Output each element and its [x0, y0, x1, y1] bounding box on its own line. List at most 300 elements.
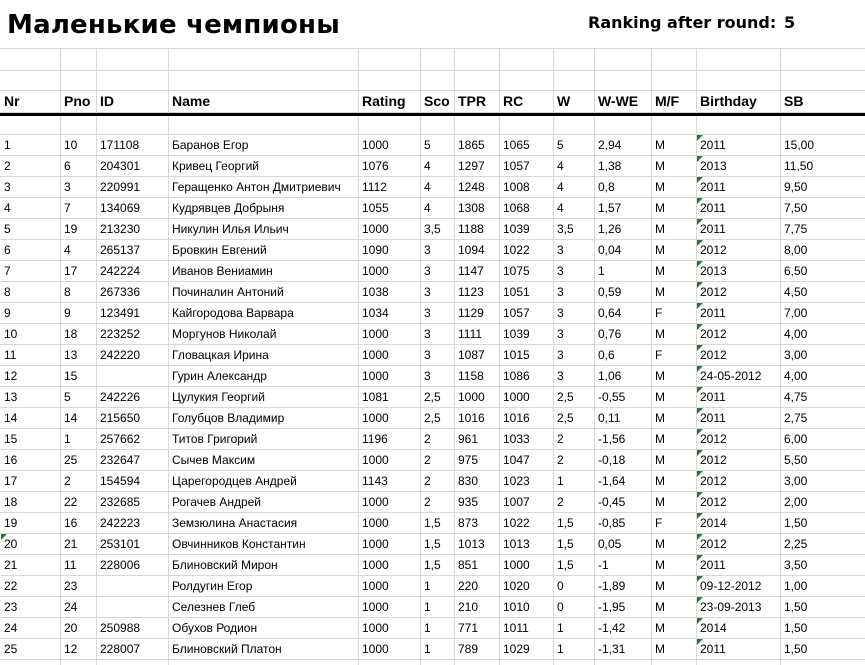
cell-birthday[interactable]: 2012: [700, 474, 727, 488]
cell-nr[interactable]: 11: [4, 348, 17, 362]
cell-w-we[interactable]: 2,94: [598, 138, 622, 152]
cell-gender[interactable]: M: [655, 411, 665, 425]
cell-gender[interactable]: M: [655, 243, 665, 257]
cell-score[interactable]: 3: [424, 369, 431, 383]
cell-tpr[interactable]: 851: [458, 558, 479, 572]
cell-rc[interactable]: 1008: [503, 180, 530, 194]
cell-rating[interactable]: 1055: [362, 201, 389, 215]
cell-rating[interactable]: 1143: [362, 474, 388, 488]
cell-pno[interactable]: 20: [64, 621, 78, 635]
cell-pno[interactable]: 23: [64, 579, 78, 593]
cell-gender[interactable]: M: [655, 138, 665, 152]
cell-pno[interactable]: 2: [64, 474, 71, 488]
cell-name[interactable]: Геращенко Антон Дмитриевич: [172, 180, 341, 194]
cell-nr[interactable]: 24: [4, 621, 18, 635]
cell-rc[interactable]: 1065: [503, 138, 530, 152]
cell-w[interactable]: 2,5: [557, 390, 574, 404]
cell-gender[interactable]: M: [655, 579, 665, 593]
cell-name[interactable]: Кайгородова Варвара: [172, 306, 294, 320]
cell-rc[interactable]: 1086: [503, 369, 530, 383]
cell-w[interactable]: 1: [557, 642, 564, 656]
cell-rc[interactable]: 1057: [503, 159, 530, 173]
cell-pno[interactable]: 16: [64, 516, 78, 530]
cell-rc[interactable]: 1047: [503, 453, 530, 467]
cell-id[interactable]: 171108: [100, 138, 140, 152]
cell-gender[interactable]: M: [655, 201, 665, 215]
cell-sb[interactable]: 4,00: [784, 327, 808, 341]
cell-birthday[interactable]: 2013: [700, 159, 727, 173]
cell-rating[interactable]: 1000: [362, 642, 389, 656]
cell-w-we[interactable]: -0,18: [598, 453, 626, 467]
cell-rating[interactable]: 1000: [362, 138, 389, 152]
cell-sb[interactable]: 7,50: [784, 201, 808, 215]
cell-birthday[interactable]: 2012: [700, 285, 727, 299]
cell-w[interactable]: 3,5: [557, 222, 574, 236]
cell-id[interactable]: 220991: [100, 180, 141, 194]
cell-gender[interactable]: M: [655, 390, 665, 404]
cell-score[interactable]: 2,5: [424, 411, 441, 425]
cell-tpr[interactable]: 1248: [458, 180, 485, 194]
cell-pno[interactable]: 17: [64, 264, 78, 278]
cell-gender[interactable]: M: [655, 558, 665, 572]
cell-name[interactable]: Селезнев Глеб: [172, 600, 256, 614]
cell-rc[interactable]: 1039: [503, 327, 530, 341]
cell-name[interactable]: Бровкин Евгений: [172, 243, 267, 257]
cell-pno[interactable]: 6: [64, 159, 71, 173]
cell-gender[interactable]: M: [655, 432, 665, 446]
cell-birthday[interactable]: 2011: [700, 642, 726, 656]
cell-name[interactable]: Гурин Александр: [172, 369, 267, 383]
cell-w-we[interactable]: -1,31: [598, 642, 626, 656]
cell-w-we[interactable]: -1: [598, 558, 609, 572]
cell-pno[interactable]: 8: [64, 285, 71, 299]
cell-id[interactable]: [96, 576, 168, 597]
cell-nr[interactable]: 23: [4, 600, 18, 614]
cell-rc[interactable]: 1068: [503, 201, 530, 215]
cell-rating[interactable]: 1081: [362, 390, 389, 404]
cell-w-we[interactable]: 0,59: [598, 285, 622, 299]
cell-tpr[interactable]: 1865: [458, 138, 485, 152]
cell-rating[interactable]: 1000: [362, 537, 389, 551]
cell-rating[interactable]: 1000: [362, 369, 389, 383]
cell-name[interactable]: Голубцов Владимир: [172, 411, 285, 425]
cell-birthday[interactable]: 2012: [700, 495, 727, 509]
cell-gender[interactable]: M: [655, 180, 665, 194]
cell-tpr[interactable]: 1297: [458, 159, 485, 173]
cell-rc[interactable]: 1023: [503, 474, 530, 488]
cell-nr[interactable]: 12: [4, 369, 18, 383]
cell-rating[interactable]: 1000: [362, 222, 389, 236]
cell-birthday[interactable]: 2012: [700, 432, 727, 446]
cell-nr[interactable]: 20: [4, 537, 18, 551]
cell-gender[interactable]: M: [655, 621, 665, 635]
cell-nr[interactable]: 1: [4, 138, 11, 152]
cell-nr[interactable]: 3: [4, 180, 11, 194]
cell-pno[interactable]: 5: [64, 390, 71, 404]
cell-name[interactable]: Никулин Илья Ильич: [172, 222, 289, 236]
cell-rc[interactable]: 1057: [503, 306, 530, 320]
cell-score[interactable]: 4: [424, 180, 431, 194]
cell-w-we[interactable]: 1,26: [598, 222, 622, 236]
cell-w-we[interactable]: -0,85: [598, 516, 626, 530]
cell-rc[interactable]: 1033: [503, 432, 530, 446]
cell-w[interactable]: 2,5: [557, 411, 574, 425]
cell-nr[interactable]: 4: [4, 201, 11, 215]
cell-w-we[interactable]: 1,38: [598, 159, 622, 173]
cell-score[interactable]: 3: [424, 306, 431, 320]
cell-rating[interactable]: 1000: [362, 327, 389, 341]
cell-sb[interactable]: 15,00: [784, 138, 815, 152]
cell-tpr[interactable]: 210: [458, 600, 479, 614]
cell-pno[interactable]: 11: [64, 558, 77, 572]
cell-rc[interactable]: 1013: [503, 537, 530, 551]
cell-birthday[interactable]: 2013: [700, 264, 727, 278]
cell-id[interactable]: [96, 366, 168, 387]
cell-birthday[interactable]: 2011: [700, 390, 726, 404]
cell-pno[interactable]: 22: [64, 495, 78, 509]
cell-gender[interactable]: M: [655, 264, 665, 278]
cell-rating[interactable]: 1000: [362, 516, 389, 530]
cell-id[interactable]: 204301: [100, 159, 141, 173]
cell-birthday[interactable]: 2012: [700, 243, 727, 257]
cell-rc[interactable]: 1016: [503, 411, 530, 425]
cell-gender[interactable]: M: [655, 474, 665, 488]
cell-sb[interactable]: 1,50: [784, 642, 808, 656]
cell-tpr[interactable]: 1123: [458, 285, 484, 299]
cell-pno[interactable]: 10: [64, 138, 78, 152]
cell-nr[interactable]: 9: [4, 306, 11, 320]
cell-pno[interactable]: 13: [64, 348, 78, 362]
cell-gender[interactable]: M: [655, 453, 665, 467]
cell-sb[interactable]: 1,50: [784, 621, 808, 635]
cell-pno[interactable]: 15: [64, 369, 78, 383]
cell-rating[interactable]: 1000: [362, 621, 389, 635]
cell-id[interactable]: 242223: [100, 516, 141, 530]
cell-w[interactable]: 0: [557, 579, 564, 593]
cell-tpr[interactable]: 789: [458, 642, 479, 656]
cell-pno[interactable]: 12: [64, 642, 78, 656]
cell-score[interactable]: 3: [424, 327, 431, 341]
cell-birthday[interactable]: 2011: [700, 222, 726, 236]
cell-rc[interactable]: 1007: [503, 495, 530, 509]
cell-gender[interactable]: F: [655, 306, 663, 320]
cell-gender[interactable]: M: [655, 600, 665, 614]
cell-sb[interactable]: 6,00: [784, 432, 808, 446]
cell-birthday[interactable]: 2011: [700, 411, 726, 425]
cell-tpr[interactable]: 1158: [458, 369, 484, 383]
cell-birthday[interactable]: 2012: [700, 453, 727, 467]
cell-birthday[interactable]: 2011: [700, 558, 726, 572]
cell-w-we[interactable]: 1,06: [598, 369, 622, 383]
cell-rc[interactable]: 1029: [503, 642, 530, 656]
cell-score[interactable]: 1,5: [424, 558, 441, 572]
cell-score[interactable]: 1: [424, 621, 431, 635]
cell-rating[interactable]: 1000: [362, 264, 389, 278]
cell-nr[interactable]: 19: [4, 516, 18, 530]
cell-sb[interactable]: 11,50: [784, 159, 814, 173]
cell-rc[interactable]: 1020: [503, 579, 530, 593]
cell-name[interactable]: Цулукия Георгий: [172, 390, 265, 404]
cell-score[interactable]: 4: [424, 201, 431, 215]
cell-sb[interactable]: 1,50: [784, 516, 808, 530]
cell-score[interactable]: 3: [424, 243, 431, 257]
cell-birthday[interactable]: 09-12-2012: [700, 579, 762, 593]
cell-sb[interactable]: 1,00: [784, 579, 808, 593]
cell-tpr[interactable]: 1000: [458, 390, 485, 404]
cell-nr[interactable]: 16: [4, 453, 18, 467]
cell-rc[interactable]: 1039: [503, 222, 530, 236]
cell-nr[interactable]: 2: [4, 159, 11, 173]
cell-rc[interactable]: 1000: [503, 390, 530, 404]
cell-pno[interactable]: 3: [64, 180, 71, 194]
cell-id[interactable]: 250988: [100, 621, 141, 635]
cell-w[interactable]: 4: [557, 201, 564, 215]
cell-birthday[interactable]: 2014: [700, 621, 727, 635]
cell-name[interactable]: Гловацкая Ирина: [172, 348, 269, 362]
cell-id[interactable]: 242220: [100, 348, 141, 362]
cell-rating[interactable]: 1000: [362, 579, 389, 593]
cell-birthday[interactable]: 2014: [700, 516, 727, 530]
cell-id[interactable]: 253101: [100, 537, 141, 551]
cell-tpr[interactable]: 1111: [458, 327, 483, 341]
cell-id[interactable]: 232685: [100, 495, 141, 509]
cell-sb[interactable]: 2,00: [784, 495, 808, 509]
cell-rating[interactable]: 1000: [362, 495, 389, 509]
cell-id[interactable]: 228006: [100, 558, 141, 572]
cell-name[interactable]: Обухов Родион: [172, 621, 258, 635]
cell-name[interactable]: Кривец Георгий: [172, 159, 259, 173]
cell-rating[interactable]: 1000: [362, 558, 389, 572]
cell-tpr[interactable]: 935: [458, 495, 479, 509]
cell-name[interactable]: Рогачев Андрей: [172, 495, 261, 509]
cell-w-we[interactable]: 0,8: [598, 180, 615, 194]
cell-w-we[interactable]: 0,05: [598, 537, 622, 551]
cell-rc[interactable]: 1011: [503, 621, 529, 635]
cell-tpr[interactable]: 1087: [458, 348, 485, 362]
cell-gender[interactable]: F: [655, 348, 663, 362]
cell-rating[interactable]: 1196: [362, 432, 388, 446]
cell-sb[interactable]: 1,50: [784, 600, 808, 614]
cell-w[interactable]: 1: [557, 621, 564, 635]
cell-pno[interactable]: 25: [64, 453, 78, 467]
cell-rating[interactable]: 1000: [362, 411, 389, 425]
cell-tpr[interactable]: 830: [458, 474, 479, 488]
cell-birthday[interactable]: 2012: [700, 537, 727, 551]
cell-nr[interactable]: 17: [4, 474, 18, 488]
cell-name[interactable]: Сычев Максим: [172, 453, 256, 467]
cell-w[interactable]: 2: [557, 453, 564, 467]
cell-w[interactable]: 1,5: [557, 537, 574, 551]
cell-w[interactable]: 3: [557, 306, 564, 320]
cell-id[interactable]: 242226: [100, 390, 141, 404]
cell-score[interactable]: 2: [424, 495, 431, 509]
cell-w-we[interactable]: 1,57: [598, 201, 622, 215]
cell-score[interactable]: 1: [424, 600, 431, 614]
cell-w[interactable]: 2: [557, 432, 564, 446]
cell-w[interactable]: 3: [557, 264, 564, 278]
cell-birthday[interactable]: 24-05-2012: [700, 369, 762, 383]
cell-score[interactable]: 1,5: [424, 537, 441, 551]
cell-score[interactable]: 4: [424, 159, 431, 173]
cell-score[interactable]: 3: [424, 348, 431, 362]
cell-score[interactable]: 1: [424, 579, 431, 593]
cell-rating[interactable]: 1038: [362, 285, 389, 299]
cell-name[interactable]: Иванов Вениамин: [172, 264, 273, 278]
cell-w-we[interactable]: 0,04: [598, 243, 622, 257]
cell-gender[interactable]: M: [655, 285, 665, 299]
cell-rc[interactable]: 1010: [503, 600, 530, 614]
cell-score[interactable]: 2: [424, 453, 431, 467]
cell-gender[interactable]: M: [655, 327, 665, 341]
cell-w[interactable]: 3: [557, 348, 564, 362]
cell-gender[interactable]: M: [655, 369, 665, 383]
cell-name[interactable]: Титов Григорий: [172, 432, 258, 446]
cell-sb[interactable]: 4,50: [784, 285, 808, 299]
cell-gender[interactable]: M: [655, 642, 665, 656]
cell-nr[interactable]: 13: [4, 390, 18, 404]
cell-rating[interactable]: 1112: [362, 180, 387, 194]
cell-birthday[interactable]: 23-09-2013: [700, 600, 762, 614]
cell-id[interactable]: 223252: [100, 327, 141, 341]
cell-name[interactable]: Земзюлина Анастасия: [172, 516, 298, 530]
cell-tpr[interactable]: 961: [458, 432, 479, 446]
cell-tpr[interactable]: 1129: [458, 306, 484, 320]
cell-w-we[interactable]: -0,55: [598, 390, 626, 404]
cell-nr[interactable]: 6: [4, 243, 11, 257]
cell-rc[interactable]: 1022: [503, 516, 530, 530]
cell-rc[interactable]: 1075: [503, 264, 530, 278]
cell-score[interactable]: 3: [424, 285, 431, 299]
cell-name[interactable]: Моргунов Николай: [172, 327, 277, 341]
cell-w-we[interactable]: 0,64: [598, 306, 622, 320]
cell-birthday[interactable]: 2011: [700, 306, 726, 320]
cell-w-we[interactable]: -1,95: [598, 600, 626, 614]
cell-name[interactable]: Починалин Антоний: [172, 285, 284, 299]
cell-sb[interactable]: 3,50: [784, 558, 808, 572]
cell-name[interactable]: Кудрявцев Добрыня: [172, 201, 285, 215]
cell-tpr[interactable]: 873: [458, 516, 479, 530]
cell-name[interactable]: Ролдугин Егор: [172, 579, 253, 593]
cell-nr[interactable]: 22: [4, 579, 18, 593]
cell-gender[interactable]: M: [655, 222, 665, 236]
cell-id[interactable]: 134069: [100, 201, 141, 215]
cell-nr[interactable]: 15: [4, 432, 18, 446]
cell-rating[interactable]: 1076: [362, 159, 389, 173]
cell-sb[interactable]: 8,00: [784, 243, 808, 257]
cell-rating[interactable]: 1000: [362, 600, 389, 614]
cell-tpr[interactable]: 1308: [458, 201, 485, 215]
cell-w[interactable]: 2: [557, 495, 564, 509]
cell-w[interactable]: 4: [557, 180, 564, 194]
cell-score[interactable]: 2: [424, 474, 431, 488]
cell-gender[interactable]: M: [655, 537, 665, 551]
cell-score[interactable]: 1: [424, 642, 431, 656]
cell-w-we[interactable]: 0,6: [598, 348, 615, 362]
cell-nr[interactable]: 21: [4, 558, 18, 572]
cell-pno[interactable]: 14: [64, 411, 78, 425]
cell-w[interactable]: 3: [557, 243, 564, 257]
cell-name[interactable]: Царегородцев Андрей: [172, 474, 297, 488]
cell-sb[interactable]: 6,50: [784, 264, 808, 278]
cell-birthday[interactable]: 2011: [700, 180, 726, 194]
cell-sb[interactable]: 2,75: [784, 411, 808, 425]
cell-nr[interactable]: 8: [4, 285, 11, 299]
cell-w[interactable]: 1,5: [557, 516, 574, 530]
cell-pno[interactable]: 21: [64, 537, 78, 551]
cell-id[interactable]: 228007: [100, 642, 141, 656]
cell-w-we[interactable]: 0,76: [598, 327, 622, 341]
cell-w-we[interactable]: -1,56: [598, 432, 626, 446]
cell-sb[interactable]: 3,00: [784, 348, 808, 362]
cell-sb[interactable]: 4,75: [784, 390, 808, 404]
cell-w[interactable]: 1,5: [557, 558, 574, 572]
cell-w[interactable]: 3: [557, 369, 564, 383]
cell-name[interactable]: Блиновский Мирон: [172, 558, 278, 572]
cell-score[interactable]: 3,5: [424, 222, 441, 236]
cell-rating[interactable]: 1090: [362, 243, 389, 257]
cell-tpr[interactable]: 220: [458, 579, 479, 593]
cell-sb[interactable]: 5,50: [784, 453, 808, 467]
cell-pno[interactable]: 4: [64, 243, 71, 257]
cell-birthday[interactable]: 2011: [700, 201, 726, 215]
cell-tpr[interactable]: 1147: [458, 264, 484, 278]
cell-nr[interactable]: 10: [4, 327, 18, 341]
cell-id[interactable]: [96, 597, 168, 618]
cell-nr[interactable]: 25: [4, 642, 18, 656]
cell-id[interactable]: 213230: [100, 222, 141, 236]
cell-rc[interactable]: 1051: [503, 285, 530, 299]
cell-w-we[interactable]: -0,45: [598, 495, 626, 509]
cell-pno[interactable]: 24: [64, 600, 78, 614]
cell-w[interactable]: 4: [557, 159, 564, 173]
cell-score[interactable]: 2: [424, 432, 431, 446]
cell-sb[interactable]: 2,25: [784, 537, 808, 551]
cell-id[interactable]: 154594: [100, 474, 141, 488]
cell-tpr[interactable]: 1016: [458, 411, 485, 425]
cell-pno[interactable]: 9: [64, 306, 71, 320]
cell-tpr[interactable]: 975: [458, 453, 479, 467]
cell-w-we[interactable]: -1,64: [598, 474, 626, 488]
cell-score[interactable]: 1,5: [424, 516, 441, 530]
cell-score[interactable]: 5: [424, 138, 431, 152]
cell-w[interactable]: 5: [557, 138, 564, 152]
cell-tpr[interactable]: 1013: [458, 537, 485, 551]
cell-w[interactable]: 1: [557, 474, 564, 488]
cell-id[interactable]: 123491: [100, 306, 141, 320]
cell-id[interactable]: 257662: [100, 432, 141, 446]
cell-id[interactable]: 232647: [100, 453, 141, 467]
cell-tpr[interactable]: 1094: [458, 243, 485, 257]
cell-w-we[interactable]: 0,11: [598, 411, 621, 425]
cell-id[interactable]: 265137: [100, 243, 141, 257]
cell-w[interactable]: 3: [557, 285, 564, 299]
cell-score[interactable]: 2,5: [424, 390, 441, 404]
cell-sb[interactable]: 7,75: [784, 222, 808, 236]
cell-name[interactable]: Овчинников Константин: [172, 537, 306, 551]
cell-pno[interactable]: 1: [64, 432, 71, 446]
cell-pno[interactable]: 18: [64, 327, 78, 341]
cell-nr[interactable]: 7: [4, 264, 11, 278]
cell-id[interactable]: 267336: [100, 285, 141, 299]
cell-name[interactable]: Блиновский Платон: [172, 642, 282, 656]
cell-birthday[interactable]: 2011: [700, 138, 726, 152]
cell-tpr[interactable]: 771: [458, 621, 479, 635]
cell-gender[interactable]: M: [655, 495, 665, 509]
cell-sb[interactable]: 7,00: [784, 306, 808, 320]
cell-w-we[interactable]: -1,42: [598, 621, 626, 635]
cell-rating[interactable]: 1000: [362, 453, 389, 467]
cell-tpr[interactable]: 1188: [458, 222, 484, 236]
